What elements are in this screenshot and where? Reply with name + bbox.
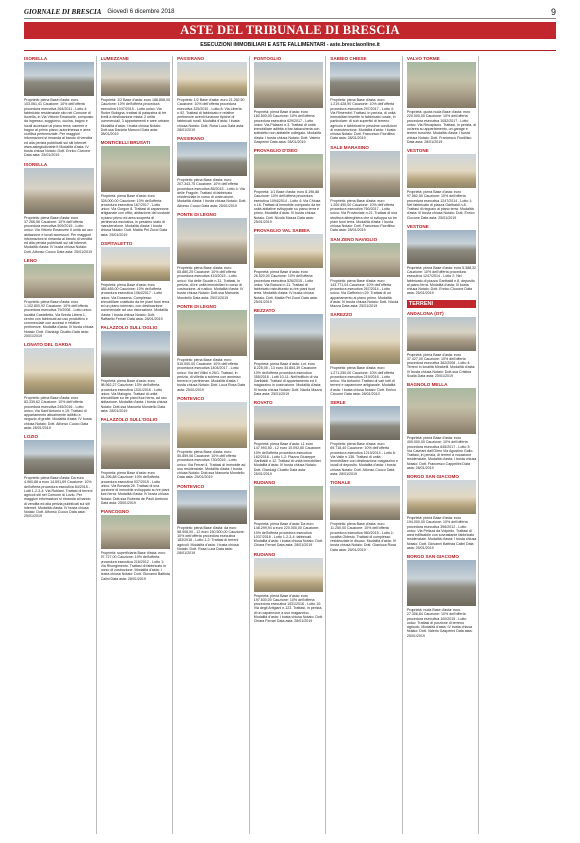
listing [254,480,324,548]
listing [24,342,94,430]
listing [101,140,171,237]
listing-column [483,56,556,834]
property-photo [407,317,477,351]
listing [407,148,477,220]
listing-city: MONTICELLI BRUSATI [100,140,150,146]
listing-text: Proprietà: piena Base d'asta: euro 1.102.800,92 Cauzione: 10% dell'offerta procedura esecutiva 79/2008 - Lotto unico: località Castelletto, Via Breda Libera 1, centro con fabbricati ad uso produttivo e commerciale con accessi e relative pertinenze. Modalità d'asta: IV busta chiusa Notaio: Dott. Gianluigi Ciuatto Data asta: 25/01/2019 [24,299,94,338]
listing [101,56,171,136]
property-photo [407,154,477,188]
listing-text: Proprietà: piena Base d'asta: da euro 58.506,00 - 12 euro 150.500,00 Cauzione: 10% dell'offerta procedura esecutiva 183/2016 - Lotto 1-2: Trattasi di terreni agricoli. Modalità d'asta: I busta chiusa Notaio: Dott. Rosa Luca Data asta: 28/01/2019 [177,525,245,555]
listing [254,148,324,224]
property-photo [24,264,94,298]
listing [330,56,400,141]
listing [254,400,324,476]
property-photo [24,62,94,96]
listing-text: Proprietà: piena Base d'asta: euro 207.343,75 Cauzione: 10% dell'offerta procedura esecutiva 85/2015 - Lotto 4: Via delle Fragole. Trattasi di fabbricato residenziale in corso di costruzione. Modalità d'asta: I busta chiusa Notaio: Dott. Alfonso Cuoco Data asta: 25/01/2019 [177,178,247,208]
listing-city: PONTE DI LEGNO [177,303,217,309]
listing-city: PIANCOGNO [100,509,129,514]
listing-city: VESTONE [406,148,429,153]
listing-text: Proprietà: piena Base d'asta: euro 485.465,00 Cauzione: 10% dell'offerta procedura esecutiva 1064/2017 - Lotto unico: Via Dossena. Complesso immobiliare costituito da tre piani fuori terra ed un piano interrato, con destinazione commerciale ad uso ristorazione. Modalità d'asta: I busta chiusa Notaio: Dott. Raffaello Ferrari Data asta: 28/01/2019 [100,282,170,321]
listing [24,162,94,254]
listing-column [330,56,403,834]
listing-text: Proprietà: piena Base d'asta: euro 143.771,04 Cauzione: 10% dell'offerta procedura esecutiva 267/2014 - Lotto unico: Via Gafforini n.29. Trattasi di un appartamento al piano primo. Modalità d'asta: IV busta chiusa Notaio: Dott. Nicola Mazza Data asta: 25/01/2019 [330,278,399,308]
property-photo [177,142,247,176]
listing-city: TIGNALE [330,480,351,485]
listing-text: Proprietà: piena Base d'asta: euro 328.000,00 Cauzione: 10% dell'offerta procedura esecutiva 167/2017 - Lotto unico: Via Gorgon 8. Trattasi di capannone artigianale con uffici, abitazione del custode a piano primo ed area scoperta di pertinenza esclusiva, in pessimo stato di manutenzione. Modalità d'asta: I busta chiusa Notaio: Dott. Mattia Pel Zucci Data asta: 25/01/2019 [100,194,171,237]
listing-text: Proprietà: piena Base d'asta: euro 37.266,56 Cauzione: 10% dell'offerta procedura esecutiva 509/2015 - Lotto unico: Via Vittorio Emanuele II unità ad uso abitazione e locali accessori. Per maggiori informazioni si rimanda al bando di vendita ed alla perizia pubblicati sui siti internet. Modalità d'asta: IV busta chiusa Notaio: Dott. Alfonso Cuoco Data asta: 25/01/2019 [24,215,93,254]
listing-city: SERLE [330,400,346,405]
property-photo [254,406,324,440]
property-photo [407,560,477,606]
listing [24,56,94,158]
listing [101,241,171,321]
listing-text: Proprietà: 1/2 Base d'asta: euro 186.858,00 Cauzione: 10% dell'offerta procedura esecutiva 1047/2015 - Lotto unico: Via Rudre Bologna, trattasi di palazzina di tre livelli a destinazione mista: 2 unità commerciali, 3 appartamenti e aree urbane. Modalità d'asta: I busta chiusa Notaio: Dott.ssa Daniela Marucci Data asta: 28/01/2019 [100,98,171,136]
listing-text: Proprietà: piena Base d'asta: euro 5.388,32 Cauzione: 10% dell'offerta procedura esecutiva 1247/2014 - Lotto 2: Nel fabbricato di piazza Garibaldi n.8, deposito al piano terra. Modalità d'asta: III busta chiusa Notaio: Dott. Enrico Ciccone Data asta: 25/01/2019 [406,265,477,296]
property-photo [330,62,400,96]
listing-text: Proprietà: nuda Base d'asta: euro 27.306,84 Cauzione: 10% dell'offerta procedura esecutiva 100/2015 - Lotto unico: Trattasi di porzione di terreno agricolo. Modalità d'asta: IV busta chiusa Notaio: Dott. Valerio Gasperini Data asta: 25/01/2019 [406,608,473,638]
listing-column [24,56,97,834]
listing-city: ROVATO [253,400,273,405]
property-photo [407,62,477,108]
listing-text: Proprietà: piena Base d'asta: euro 37.427,00 Cauzione: 10% dell'offerta procedura esecutiva 362/2008 - Lotto 4: Terreni in località Mirabelli. Modalità d'asta: IV busta chiusa Notaio: Dott.ssa Cristina Scalia Data asta: 25/01/2019 [406,352,476,378]
property-photo [330,151,400,197]
property-photo [254,62,324,108]
listing [254,552,324,624]
listing-city: ISORELLA [24,161,48,167]
property-photo [101,331,171,377]
listing-text: Proprietà: piena Base d'asta: Lot. euro 8.225,05 - 13 euro 34.854,39 Cauzione: 10% dell'offerta procedura esecutiva 355/2016 - Lotti 10-11: Nell'edificio di via Garibaldi. Trattasi di appartamento ed il magazzino in costruzione. Modalità d'asta: IV busta chiusa Notaio: Dott. Nicola Mazza Data asta: 25/01/2019 [253,362,322,396]
listing-column [177,56,250,834]
listing-city: PROVAGLIO D'ISEO [253,148,298,153]
property-photo [330,318,400,364]
listing-text: Proprietà: 1/1 Base d'asta: euro 8.196,88 Cauzione: 10% dell'offerta procedura esecutiva 1094/2014 - Lotto 4: Via Chiusa n.16. Trattasi di immobile composto da tre unità abitative sviluppate su piano terra e primo. Modalità d'asta: IV busta chiusa Notaio: Dott. Nicola Mazza Data asta: 25/01/2019 [253,190,321,224]
listing-text: Proprietà: piena Base d'asta: euro 197.630,00 Cauzione: 10% dell'offerta procedura esecutiva 1031/2016 - Lotto 10: Via degli Artigiani n.123. Trattasi, in perizia, di un capannone a uso magazzino. Modalità d'asta: I busta chiusa Notaio: Dott. Chiara Ferrari Data asta: 28/01/2019 [253,593,323,623]
listing-city: OSPITALETTO [100,240,133,246]
property-photo [177,218,247,264]
listing-city: PONTOGLIO [253,56,282,61]
property-photo [101,515,171,549]
listing [330,480,400,552]
listing-column [101,56,174,834]
listing-city: ISORELLA [24,56,48,61]
listing-city: BORGO SAN GIACOMO [406,474,459,479]
listing [177,396,247,480]
property-photo [177,490,247,524]
listing-text: Proprietà: piena Base d'asta: euro 50.859,06 Cauzione: 10% dell'offerta procedura esecutiva 730/2016 - Lotto unico: Via Ferrari 4. Trattasi di immobile ad uso residenziale. Modalità d'asta: I busta chiusa Notaio: Dott.ssa Manuela Mondello Data asta: 25/01/2019 [177,449,246,480]
property-photo [24,440,94,474]
listing-text: Proprietà: piena Base d'asta: euro 83.339,62 Cauzione: 10% dell'offerta procedura esecutiva 245/2016 - Lotto unico: Via Sant'Antonio n.19. Trattasi di appartamento attualmente adibito a negozio di grafie. Modalità d'asta: IV busta chiusa Notaio: Dott. Alfonso Cuoco Data asta: 25/01/2019 [24,396,92,430]
page-number: 9 [550,7,556,17]
listing-text: Proprietà: piena Base d'asta: euro 400.000,00 Cauzione: 10% dell'offerta procedura esecutiva 645/2017 - Lotto 3: Via Cavriani dall'Olmo Via Agostino Gallo. Trattasi, in perizia, di terreni a vocazione residenziale. Modalità d'asta: I busta chiusa Notaio: Dott. Francesco Cappellini Data asta: 28/01/2019 [406,436,477,470]
property-photo [254,314,324,360]
listing-column [254,56,327,834]
listing [330,312,400,396]
listing-text: Proprietà: piena Base d'asta: euro 69.718,40 Cauzione: 10% dell'offerta procedura esecutiva 1219/2014 - Lotto 6: Via Valle n.136. Trattasi di unità immobiliare con destinazione magazzino e locali di deposito. Modalità d'asta: I busta chiusa Notaio: Dott. Alfonso Cuoco Data asta: 28/01/2019 [330,442,398,476]
listing-city: PONTE DI LEGNO [177,211,217,217]
listing-city: SAN ZENO NAVIGLIO [330,236,378,242]
listing [330,145,400,233]
section-heading: TERRENI [407,300,477,308]
listing [254,56,324,144]
listing-text: Proprietà: piena Base d'asta: euro 103.061,41 Cauzione: 10% dell'offerta procedura esecutiva 264/2011 - Lotto 4: fabbricato residenziale sito nel Comune di Isorella, in Via Vittorio Emanuele, composto da ingresso, soggiorno, cucina, bagno e locali accessori al piano terra; camere e bagno al primo piano; autorimessa e area cortiliva pertinenziale. Per maggiori informazioni si rimanda al bando di vendita ed alla perizia pubblicati sui siti internet www.astegiudiziarie.it Modalità d'asta: IV busta chiusa Notaio: Dott. Enrico Ciccone Data asta: 25/01/2019 [24,98,94,158]
property-photo [101,247,171,281]
listing-city: PONTEVICO [177,395,205,401]
listing-city: VESTONE [406,223,429,229]
issue-date: Giovedì 6 dicembre 2018 [107,9,175,15]
subtitle-divider [24,50,556,51]
property-photo [330,243,400,277]
property-photo [101,62,171,96]
property-photo [177,402,247,448]
listing [254,308,324,396]
listing-city: SALE MARASINO [330,144,369,150]
listing-city: LONATO DEL GARDA [24,342,72,347]
property-photo [24,348,94,394]
listing-text: Proprietà: 1/2 Base d'asta: euro 21.262,50 Cauzione: 10% dell'offerta procedura esecutiva 325/2010 - Lotto 8: Via Liberta n.92. Trattasi di fabbricato e relative pertinenze aventi funzione tipiche di fabbricati rurali. Modalità d'asta: I busta chiusa Notaio: Dott. Rosa Luca Data asta: 28/01/2019 [177,98,245,132]
property-photo [254,486,324,520]
listing-city: LOZIO [24,434,39,439]
listing-text: Proprietà: piena Base d'asta: Da euro 4.960,88 a euro 14.691,69 Cauzione: 10% dell'offerta procedura esecutiva 84/2015 - Lotti 1-2-3-4: Via Rubiani. Trattasi di terreni agricoli siti nel Comune di Lozio. Per maggiori informazioni si rimanda al bando di vendita ed alla perizia pubblicati sui siti internet. Modalità d'asta: IV busta chiusa Notaio: Dott. Alfonso Cuoco Data asta: 25/01/2019 [24,476,93,519]
newspaper-name: GIORNALE DI BRESCIA [24,8,102,16]
listing [254,228,324,304]
listing [177,304,247,392]
property-photo [177,310,247,356]
listing-text: Proprietà: piena Base d'asta: euro 1.200.490,00 Cauzione: 10% dell'offerta procedura esecutiva 760/2017 - Lotto unico: Via Provinciale n.21. Trattasi di una struttura alberghiera che si sviluppa su tre piani fuori terra. Modalità d'asta: I busta chiusa Notaio: Dott. Francesco Fiordiliso Data asta: 28/01/2019 [330,198,398,233]
property-photo [101,423,171,469]
section-banner: ASTE DEL TRIBUNALE DI BRESCIA [24,22,556,39]
listing-text: Proprietà: piena Base d'asta: euro 11.250,00 Cauzione: 10% dell'offerta procedura esecutiva 980/2015 - Lotto 1: località Oldesio. Trattasi di complesso residenziale in disuso. Modalità d'asta: IV busta chiusa Notaio: Dott. Gianluca Rosa Data asta: 25/01/2019 [330,522,397,552]
listing-text: Proprietà: piena Base d'asta: euro 160.500,00 Cauzione: 10% dell'offerta procedura esecutiva 629/2017 - Lotto unico: Via Palazzo n.3. Trattasi di unità immobiliare adibita a bar-tabaccheria con sottotetto non abitabile collegato. Modalità d'asta: I busta chiusa Notaio: Dott. Valerio Gasperini Data asta: 28/01/2019 [253,110,321,144]
listing-city: PONTEVICO [177,483,205,489]
listing [177,56,247,132]
listing-text: Proprietà: piena Base d'asta: euro 1.271.250,00 Cauzione: 10% dell'offerta procedura esecutiva 219/2016 - Lotto unico: Via Antonini. Trattasi di vari lotti di terreni e capannone artigianale. Modalità d'asta: I busta chiusa Notaio: Dott. Enrico Ciccone Data asta: 28/01/2019 [330,366,397,396]
property-photo [254,558,324,592]
listing-city: PASSIRANO [177,136,205,141]
listing [177,136,247,208]
listing-column [407,56,480,834]
listing [24,258,94,338]
listing-text: Proprietà: piena Base d'asta: euro 65.880,25 Cauzione: 10% dell'offerta procedura esecutiva 419/2015 - Lotto unico: Via delle Scuole n.31. Trattasi, in perizia, di tre unità immobiliari in corso di costruzione, al rustico. Modalità d'asta: IV busta chiusa Notaio: Dott.ssa Manuela Mondello Data asta: 25/01/2019 [177,265,244,300]
listing-text: Proprietà: piena Base d'asta: euro 510.000,00 Cauzione: 10% dell'offerta procedura esecutiva 1404/2017 - Lotto unico: Via dei Villini n.26/1. Trattasi, in perizia, di villetta a schiera con annesso terreno e pertinenze. Modalità d'asta: I busta chiusa Notaio: Dott. Luca Rosa Data asta: 25/01/2019 [177,357,246,392]
listing [101,509,171,581]
listing-city: ANDALONA (OT) [406,310,444,316]
listing-city: RUDIANO [253,480,276,485]
listing-city: PROVAGLIO VAL SABBIA [253,228,310,233]
section-subtitle: ESECUZIONI IMMOBILIARI E ASTE FALLIMENTARI - aste.bresciaonline.it [200,42,380,48]
listing [330,237,400,309]
listing [407,474,477,550]
listing [407,382,477,470]
listing-city: PASSIRANO [177,56,205,61]
listing-city: BAGNOLO MELLA [406,382,448,387]
listing-text: Proprietà: piena Base d'asta: euro 26.520,00 Cauzione: 10% dell'offerta procedura esecutiva 526/2015 - Lotto unico: Via Barozzi n.11. Trattasi di fabbricato ristrutturato su tre piani fuori terra. Modalità d'asta: IV busta chiusa Notaio: Dott. Mattia Pel Zucci Data asta: 25/01/2019 [253,270,318,304]
property-photo [407,480,477,514]
listing [101,417,171,505]
listing-city: LENO [24,257,37,263]
listing-text: Proprietà: piena Base d'asta: Da euro 148.299,94 a euro 220.000,00 Cauzione: 10% dell'offerta procedura esecutiva 1037/2016 - Lotto 1-2-3-4: fabbricati. Modalità d'asta: I busta chiusa Notaio: Dott. Chiara Ferrari Data asta: 28/01/2019 [253,522,323,548]
listing-text: Proprietà: piena Base d'asta: L1 euro 147.993,50 - L2 euro 10.092,60 Cauzione: 10% dell'offerta procedura esecutiva 162/2016 - Lotto 1-2: Piazza Giuseppe Garibaldi n.12. Trattasi di unità immobiliari. Modalità d'asta: IV busta chiusa Notaio: Dott. Gianluigi Ciuatto Data asta: 25/01/2019 [253,442,322,476]
listing-text: Proprietà: piena Base d'asta: euro 98.962,27 Cauzione: 10% dell'offerta procedura esecutiva 1031/2016 - Lotto unico: Via Malogno. Trattasi di unità immobiliare su tre piani fuori terra, ad uso abitazione. Modalità d'asta: I busta chiusa Notaio: Dott.ssa Manuela Mondello Data asta: 28/01/2019 [100,379,168,413]
listing [177,212,247,300]
listing-city: PALAZZOLO SULL'OGLIO [100,417,158,422]
listing [407,311,477,379]
listing-city: SABBIO CHIESE [330,56,367,61]
listing-city: LUMEZZANE [100,56,129,61]
property-photo [177,62,247,96]
page-header [24,6,556,19]
listing [24,434,94,519]
listing [407,554,477,638]
listing-text: Proprietà: piena Base d'asta: euro 97.562,50 Cauzione: 10% dell'offerta procedura esecutiva 1247/2014 - Lotto 1: Nel fabbricato di piazza Garibaldi n.8. Trattasi di negozio al piano terra. Modalità d'asta: III busta chiusa Notaio: Dott. Enrico Ciccone Data asta: 25/01/2019 [406,190,475,220]
listing [407,56,477,144]
listing-city: PALAZZOLO SULL'OGLIO [100,325,158,330]
listing-text: Proprietà: piena Base d'asta: euro 194.000,00 Cauzione: 10% dell'offerta procedura esecutiva 396/2012 - Lotto unico: Via Pelizza da Volpedo. Trattasi di area edificabile con sovrastante fabbricato residenziale. Modalità d'asta: I busta chiusa Notaio: Dott. Giovanni Battista Calini Data asta: 25/01/2019 [406,516,477,550]
listing-text: Proprietà: piena Base d'asta: euro 1.219.428,90 Cauzione: 10% dell'offerta procedura esecutiva 297/2017 - Lotto 4: Via Rimembri. Trattasi, in perizia, di unità immobiliari inserite in fabbricato rurale, in particolare: di sub superfici di terreno agricolo e fabbricati in pessime condizioni di manutenzione. Modalità d'asta: I busta chiusa Notaio: Dott. Francesco Fiordiliso Data asta: 28/01/2019 [330,98,397,141]
property-photo [330,486,400,520]
listings-columns [24,56,556,834]
property-photo [407,230,477,264]
listing-text: Proprietà: quota nuda Base d'asta: euro 220.000,00 Cauzione: 10% dell'offerta procedura esecutiva 1052/2017 - Lotto unico: Via Recapiscio. Trattasi, in perizia, di un'area su appartamento, un garage e terreni boschivi. Modalità d'asta: I busta chiusa Notaio: Dott. Francesco Fiordiliso Data asta: 28/01/2019 [406,110,477,144]
listing-city: SAREZZO [330,312,353,318]
listing [101,325,171,413]
listing-text: Proprietà: piena Base d'asta: euro 44.296,88 Cauzione: 10% dell'offerta procedura esecutiva 937/2015 - Lotto unico: Via Bonaria 28. Trattasi di una porzione di immobile sviluppato su tre piani fuori terra. Modalità d'asta: IV busta chiusa Notaio: Dott.ssa Roberta de Paoli Ambrosi Data asta: 25/01/2019 [100,471,170,505]
property-photo [330,406,400,440]
property-photo [24,168,94,214]
property-photo [101,146,171,192]
property-photo [407,388,477,434]
listing-city: RUDIANO [253,551,276,557]
listing [407,224,477,296]
listing-text: Proprietà: superficiaria Base d'asta: euro 97.727,00 Cauzione: 10% dell'offerta procedura esecutiva 216/2012 - Lotto 1: Via Risorgimento. Trattasi di fabbricato in corso di costruzione. Modalità d'asta: I busta chiusa Notaio: Dott. Giovanni Battista Calini Data asta: 28/01/2019 [100,551,170,581]
property-photo [254,234,324,268]
listing [330,400,400,476]
listing-city: BORGO SAN GIACOMO [406,554,459,559]
property-photo [254,154,324,188]
listing-city: REZZATO [253,308,275,313]
listing-city: VALVO TORME [406,56,440,61]
listing [177,484,247,556]
